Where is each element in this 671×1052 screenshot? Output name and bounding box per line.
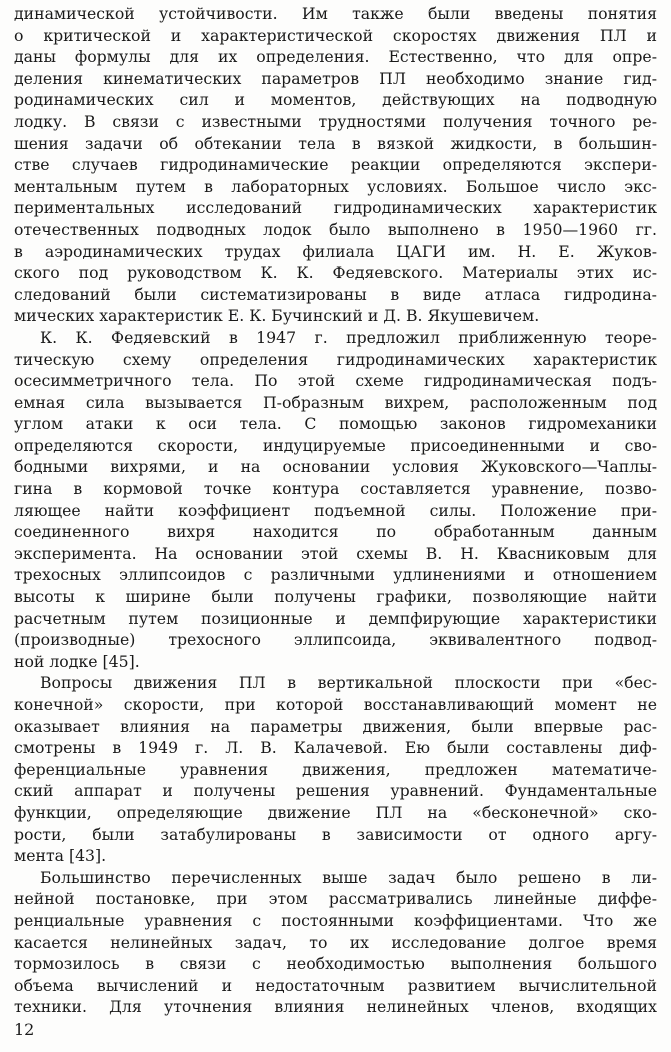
text-line: ский аппарат и получены решения уравнений. Фундаментальные	[14, 781, 657, 801]
text-line: ренциальные уравнения с постоянными коэффициентами. Что же	[14, 910, 657, 930]
text-line: мических характеристик Е. К. Бучинский и Д. В. Якушевичем.	[14, 306, 540, 326]
paragraph	[14, 327, 657, 673]
text-line: оказывает влияния на параметры движения, были впервые рас-	[14, 716, 657, 736]
text-line: функции, определяющие движение ПЛ на «бесконечной» ско-	[14, 802, 657, 822]
text-line: углом атаки к оси тела. С помощью законов гидромеханики	[14, 414, 657, 434]
text-line: Вопросы движения ПЛ в вертикальной плоскости при «бес-	[40, 673, 657, 693]
text-line: касается нелинейных задач, то их исследование долгое время	[14, 932, 657, 952]
text-line: К. К. Федяевский в 1947 г. предложил приближенную теоре-	[40, 327, 657, 347]
text-line: отечественных подводных лодок было выполнено в 1950—1960 гг.	[14, 219, 657, 239]
text-line: эксперимента. На основании этой схемы В. Н. Квасниковым для	[14, 543, 657, 563]
paragraph	[14, 672, 657, 866]
text-line: трехосных эллипсоидов с различными удлинениями и отношением	[14, 565, 657, 585]
text-line: расчетным путем позиционные и демпфирующие характеристики	[14, 608, 657, 628]
text-line: шения задачи об обтекании тела в вязкой жидкости, в большин-	[14, 133, 657, 153]
text-line: (производные) трехосного эллипсоида, эквивалентного подвод-	[14, 630, 657, 650]
text-line: периментальных исследований гидродинамических характеристик	[14, 198, 657, 218]
text-line: Большинство перечисленных выше задач было решено в ли-	[40, 867, 657, 887]
text-line: объема вычислений и недостаточным развитием вычислительной	[14, 975, 657, 995]
text-line: емная сила вызывается П-образным вихрем, расположенным под	[14, 392, 657, 412]
text-line: родинамических сил и моментов, действующих на подводную	[14, 90, 657, 110]
text-line: тическую схему определения гидродинамических характеристик	[14, 349, 657, 369]
text-line: ского под руководством К. К. Федяевского. Материалы этих ис-	[14, 263, 657, 283]
text-line: динамической устойчивости. Им также были введены понятия	[14, 4, 657, 23]
text-line: в аэродинамических трудах филиала ЦАГИ им. Н. Е. Жуков-	[14, 241, 657, 261]
page-number: 12	[14, 1020, 35, 1039]
text-line: конечной» скорости, при которой восстанавливающий момент не	[14, 695, 657, 714]
text-line: гина в кормовой точке контура составляется уравнение, позво-	[14, 479, 657, 499]
text-line: рости, были затабулированы в зависимости от одного аргу-	[14, 824, 657, 844]
text-line: ментальным путем в лабораторных условиях. Большое число экс-	[14, 176, 657, 196]
text-line: ляющее найти коэффициент подъемной силы. Положение при-	[14, 500, 657, 520]
text-line: определяются скорости, индуцируемые присоединенными и сво-	[14, 435, 657, 455]
text-body	[14, 3, 657, 1018]
text-line: ной лодке [45].	[14, 651, 140, 671]
text-line: о критической и характеристической скоростях движения ПЛ и	[14, 25, 657, 45]
text-line: тормозилось в связи с необходимостью выполнения большого	[14, 954, 657, 974]
text-line: смотрены в 1949 г. Л. В. Калачевой. Ею были составлены диф-	[14, 738, 657, 758]
text-line: следований были систематизированы в виде атласа гидродина-	[14, 284, 657, 304]
text-line: стве случаев гидродинамические реакции определяются экспери-	[14, 155, 657, 175]
paragraph	[14, 3, 657, 327]
text-line: деления кинематических параметров ПЛ необходимо знание гид-	[14, 68, 657, 88]
paragraph	[14, 867, 657, 1018]
text-line: соединенного вихря находится по обработанным данным	[14, 522, 657, 542]
text-line: даны формулы для их определения. Естественно, что для опре-	[14, 47, 657, 67]
text-line: лодку. В связи с известными трудностями получения точного ре-	[14, 111, 657, 131]
text-line: бодными вихрями, и на основании условия Жуковского—Чаплы-	[14, 457, 657, 477]
text-line: высоты к ширине были получены графики, позволяющие найти	[14, 587, 657, 607]
text-line: ференциальные уравнения движения, предложен математиче-	[14, 759, 657, 779]
text-line: мента [43].	[14, 846, 107, 866]
text-line: нейной постановке, при этом рассматривались линейные диффе-	[14, 889, 657, 909]
text-line: осесимметричного тела. По этой схеме гидродинамическая подъ-	[14, 371, 657, 391]
text-line: техники. Для уточнения влияния нелинейных членов, входящих	[14, 997, 657, 1017]
